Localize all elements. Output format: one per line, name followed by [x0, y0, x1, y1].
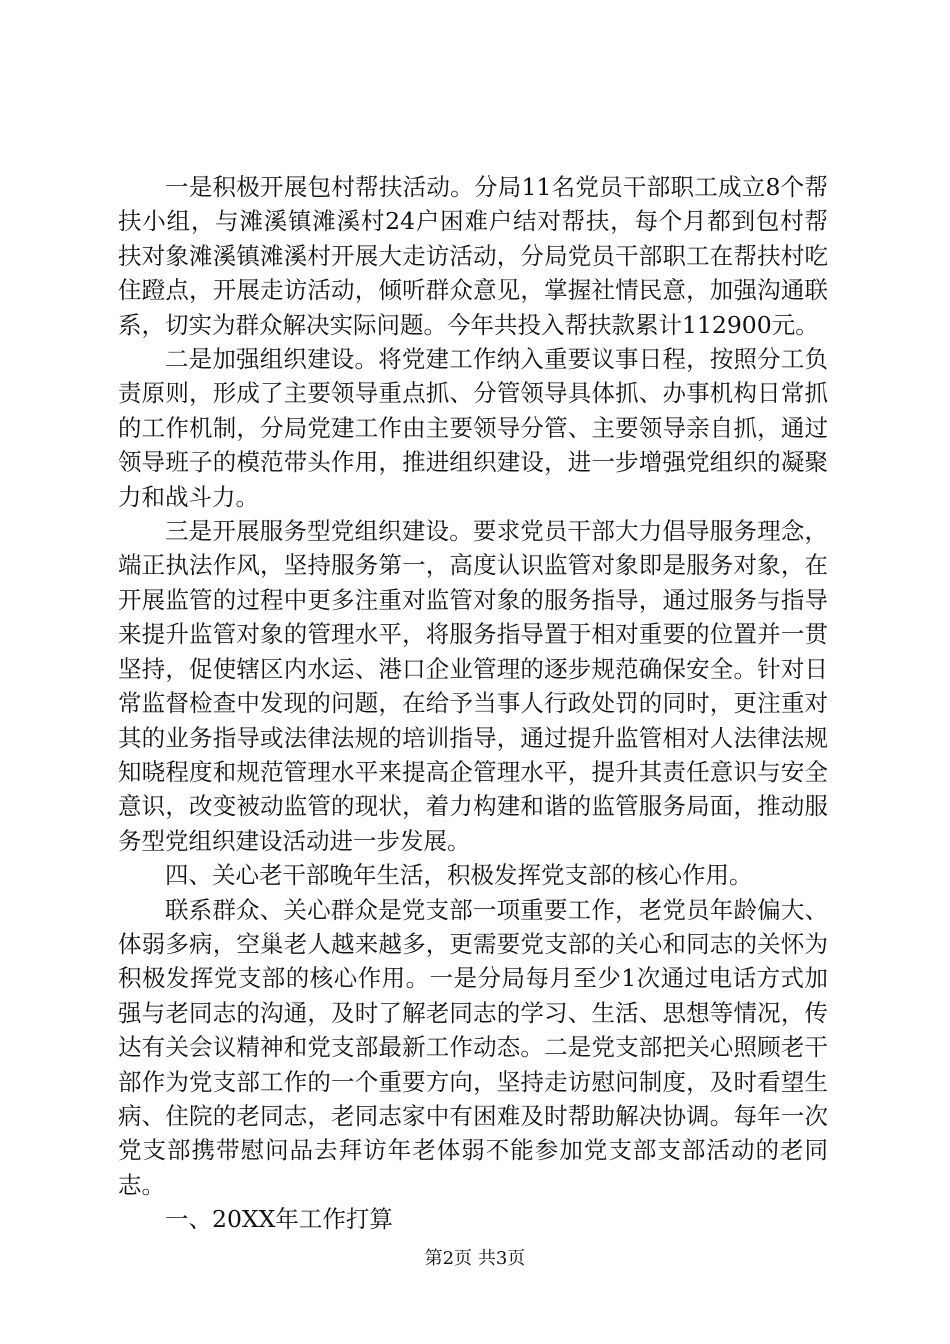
- section-heading-veteran-care: 四、关心老干部晚年生活，积极发挥党支部的核心作用。: [165, 861, 753, 890]
- document-body: [118, 170, 828, 1237]
- paragraph-organization-building: 二是加强组织建设。将党建工作纳入重要议事日程，按照分工负责原则，形成了主要领导重点抓、分管领导具体抓、办事机构日常抓的工作机制，分局党建工作由主要领导分管、主要领导亲自抓，通过领导班子的模范带头作用，推进组织建设，进一步增强党组织的凝聚力和战斗力。: [118, 345, 828, 511]
- section-heading-work-plan: 一、20XX年工作打算: [165, 1205, 393, 1234]
- page-number-footer: 第2页 共3页: [424, 1248, 526, 1269]
- paragraph-veteran-care: 联系群众、关心群众是党支部一项重要工作，老党员年龄偏大、体弱多病，空巢老人越来越多，更需要党支部的关心和同志的关怀为积极发挥党支部的核心作用。一是分局每月至少1次通过电话方式加强与老同志的沟通，及时了解老同志的学习、生活、思想等情况，传达有关会议精神和党支部最新工作动态。二是党支部把关心照顾老干部作为党支部工作的一个重要方向，坚持走访慰问制度，及时看望生病、住院的老同志，老同志家中有困难及时帮助解决协调。每年一次党支部携带慰问品去拜访年老体弱不能参加党支部支部活动的老同志。: [118, 895, 828, 1199]
- paragraph-village-assistance: 一是积极开展包村帮扶活动。分局11名党员干部职工成立8个帮扶小组，与滩溪镇滩溪村24户困难户结对帮扶，每个月都到包村帮扶对象滩溪镇滩溪村开展大走访活动，分局党员干部职工在帮扶村吃住蹬点，开展走访活动，倾听群众意见，掌握社情民意，加强沟通联系，切实为群众解决实际问题。今年共投入帮扶款累计112900元。: [118, 173, 828, 339]
- paragraph-service-party-building: 三是开展服务型党组织建设。要求党员干部大力倡导服务理念，端正执法作风，坚持服务第一，高度认识监管对象即是服务对象，在开展监管的过程中更多注重对监管对象的服务指导，通过服务与指导来提升监管对象的管理水平，将服务指导置于相对重要的位置并一贯坚持，促使辖区内水运、港口企业管理的逐步规范确保安全。针对日常监督检查中发现的问题，在给予当事人行政处罚的同时，更注重对其的业务指导或法律法规的培训指导，通过提升监管相对人法律法规知晓程度和规范管理水平来提高企管理水平，提升其责任意识与安全意识，改变被动监管的现状，着力构建和谐的监管服务局面，推动服务型党组织建设活动进一步发展。: [118, 517, 828, 855]
